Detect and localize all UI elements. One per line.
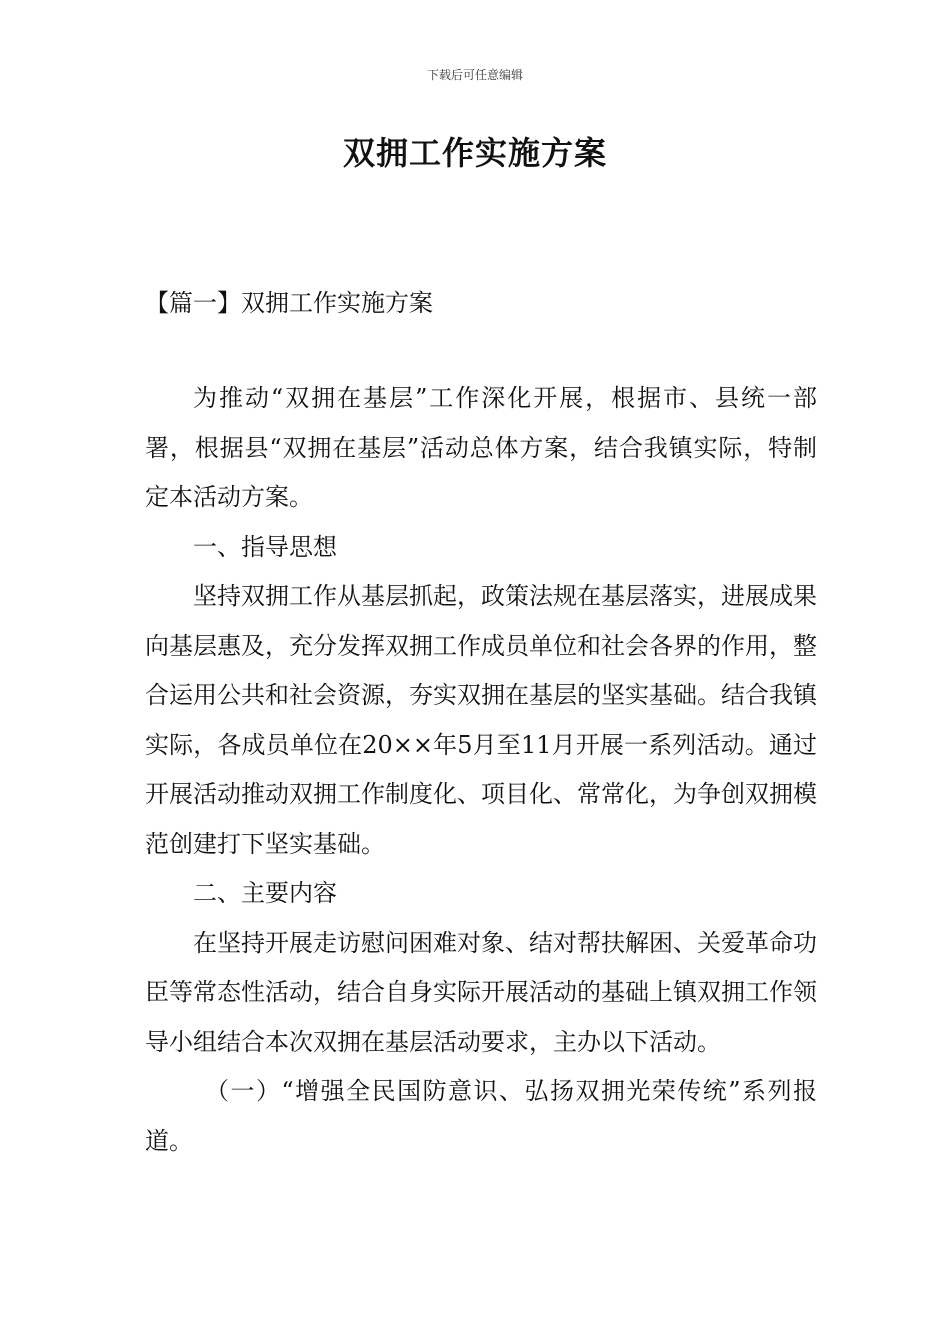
section-heading: 【篇一】双拥工作实施方案 bbox=[145, 289, 433, 317]
intro-paragraph: 为推动“双拥在基层”工作深化开展，根据市、县统一部署，根据县“双拥在基层”活动总体方案，结合我镇实际，特制定本活动方案。 bbox=[145, 384, 817, 511]
guiding-ideology-paragraph: 坚持双拥工作从基层抓起，政策法规在基层落实，进展成果向基层惠及，充分发挥双拥工作成员单位和社会各界的作用，整合运用公共和社会资源，夯实双拥在基层的坚实基础。结合我镇实际，各成员单位在20××年5月至11月开展一系列活动。通过开展活动推动双拥工作制度化、项目化、常常化，为争创双拥模范创建打下坚实基础。 bbox=[145, 582, 817, 858]
main-content-paragraph: 在坚持开展走访慰问困难对象、结对帮扶解困、关爱革命功臣等常态性活动，结合自身实际开展活动的基础上镇双拥工作领导小组结合本次双拥在基层活动要求，主办以下活动。 bbox=[145, 928, 817, 1056]
main-content-heading: 二、主要内容 bbox=[193, 879, 337, 907]
document-body bbox=[145, 374, 817, 1166]
header-note: 下载后可任意编辑 bbox=[426, 68, 523, 82]
document-title: 双拥工作实施方案 bbox=[342, 134, 607, 172]
guiding-ideology-heading: 一、指导思想 bbox=[193, 532, 337, 561]
sub-item-one: （一）“增强全民国防意识、弘扬双拥光荣传统”系列报道。 bbox=[145, 1077, 817, 1155]
